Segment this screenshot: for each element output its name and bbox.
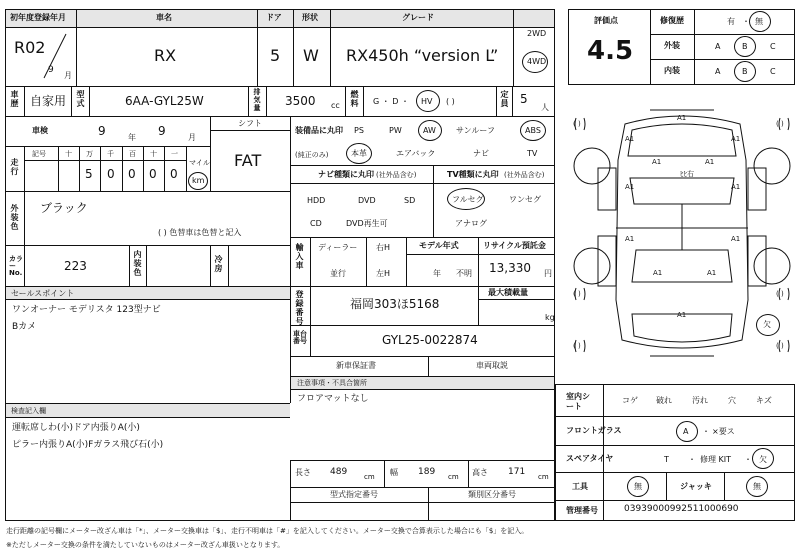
capacity-value: 5 [520,92,528,106]
jack-label: ジャッキ [680,482,712,491]
fuel-options: G ・ D ・ [373,97,409,106]
diagram-mark: A1 [731,183,741,191]
equip-airbag: エアバック [396,149,436,158]
divider [248,86,249,116]
km-label: km [192,176,205,185]
divider [290,389,554,390]
navi-note: (社外品含む) [376,171,417,179]
divider [24,160,186,161]
recycle-label: リサイクル預託金 [483,241,546,250]
mileage-digit: 0 [149,167,157,181]
diagram-mark: A1 [652,158,662,166]
shift-value: FAT [234,151,262,170]
divider [6,146,210,147]
divider [290,325,554,326]
month-value: 9 [48,65,54,75]
door-label: ドア [266,13,282,22]
spare-label: スペアタイヤ [566,454,614,463]
tv-header: TV種類に丸印 [447,170,499,179]
length-label: 長さ [295,468,311,477]
tv-note: (社外品含む) [504,171,545,179]
class-no-label: 類別区分番号 [468,490,516,499]
paren-symbol: ( ) [776,120,784,128]
repaint-note: ( ) 色替車は色替と記入 [158,228,242,237]
displacement-value: 3500 [285,94,316,108]
score-value: 4.5 [587,36,634,66]
diagram-mark: A1 [705,158,715,166]
height-label: 高さ [472,468,488,477]
glass-dot: ・ [702,427,710,436]
equipment-label: 装備品に丸印 [295,126,343,135]
inspector-line: ピラー内張りA(小)Fガラス飛び石(小) [12,440,164,450]
equip-abs: ABS [525,126,541,135]
spare-missing: 欠 [759,455,767,464]
room-option: 穴 [728,396,736,405]
mileage-header: 万 [86,150,93,158]
sales-line: ワンオーナー モデリスタ 123型ナビ [12,305,161,315]
manual-label: 車両取説 [476,361,508,370]
navi-cd: CD [310,219,322,228]
divider [556,445,794,446]
tv-analog: アナログ [455,219,487,228]
import-label: 輸入車 [295,243,304,270]
divider [89,86,90,116]
recycle-unit: 円 [544,269,552,278]
height-value: 171 [508,467,526,477]
divider [556,416,794,417]
divider [257,10,258,86]
divider [290,460,554,461]
fuel-label: 燃料 [350,90,359,108]
exterior-b: B [742,42,748,51]
jack-value: 無 [753,482,761,491]
grade-label: グレード [402,13,434,22]
room-option: コゲ [622,396,638,405]
divider [6,417,290,418]
exterior-a: A [715,42,721,51]
diagram-mark: A1 [677,311,687,319]
divider [406,237,407,286]
year-value: R02 [14,38,46,57]
mileage-header: 千 [107,150,114,158]
divider [366,237,367,286]
exterior-label: 外装 [664,41,680,50]
model-year-unit: 年 [433,269,441,278]
diagram-mark: ﾋﾋ右 [680,170,694,178]
divider [556,500,794,501]
divider [478,237,479,286]
cold-label: 冷房 [214,255,223,273]
diagram-mark: A1 [625,183,635,191]
repair-none: 無 [755,17,763,26]
divider [210,116,211,191]
divider [290,502,554,503]
car-name-value: RX [154,46,177,65]
equip-leather: 本革 [351,149,367,158]
max-load-unit: kg [545,313,555,322]
model-value: 6AA-GYL25W [125,94,204,108]
divider [293,10,294,86]
navi-sd: SD [404,196,416,205]
diagram-mark: A1 [653,269,663,277]
interior-a: A [715,67,721,76]
mileage-digit: 0 [128,167,136,181]
repair-dot: ・ [742,17,750,26]
shape-value: W [303,46,319,65]
divider [428,356,429,376]
divider [6,299,290,300]
divider [650,10,651,84]
capacity-label: 定員 [500,90,509,108]
mileage-header: 十 [65,150,72,158]
car-name-label: 車名 [156,13,172,22]
divider [310,286,311,356]
divider [24,191,25,286]
max-load-label: 最大積載量 [488,288,528,297]
divider [122,146,123,191]
usage-value: 自家用 [30,94,67,108]
displacement-unit: cc [331,101,340,110]
mileage-digit: 0 [107,167,115,181]
sales-line: Bカメ [12,322,37,332]
import-right-h: 右H [376,243,391,252]
recycle-value: 13,330 [489,261,531,275]
divider [290,460,291,521]
divider [428,487,429,521]
usage-label: 車歴 [10,90,19,108]
diagram-mark: A1 [731,235,741,243]
capacity-unit: 人 [541,103,549,112]
glass-a: A [683,427,689,436]
divider [290,487,554,488]
divider [384,460,385,487]
import-dealer: ディーラー [318,243,358,252]
footer-note: 走行距離の記号欄にメーター改ざん車は「*」、メーター交換車は「$」、走行不明車は「#」を記入してください。メーター交換で合算表示した場合にも「$」を記入。 [6,527,529,535]
equip-aw: AW [423,126,436,135]
divider [129,245,130,286]
spare-t: T [664,455,669,464]
inspection-label: 車検 [32,126,48,135]
length-unit: cm [364,473,375,481]
width-label: 幅 [390,468,398,477]
divider [468,460,469,487]
tools-label: 工具 [572,482,588,491]
mileage-header: 百 [129,150,136,158]
divider [71,86,72,116]
divider [290,116,291,299]
divider [363,86,364,116]
equip-pw: PW [389,126,402,135]
model-label: 型式 [76,90,85,108]
mile-label: マイル [189,159,210,167]
divider [210,245,211,286]
tv-oneseg: ワンセグ [509,195,541,204]
divider [406,254,554,255]
divider [694,10,695,84]
glass-label: フロントガラス [566,426,622,435]
navi-dvd: DVD [358,196,376,205]
navi-dvd-play: DVD再生可 [346,219,388,228]
glass-replace: ×要ス [712,427,735,436]
equip-navi: ナビ [473,149,489,158]
mileage-digit: 5 [85,167,93,181]
divider [290,237,554,238]
interior-color-label: 内装色 [133,250,142,277]
equip-tv: TV [527,149,538,158]
inspection-year: 9 [98,124,106,138]
divider [76,10,77,86]
mileage-digit: 0 [170,167,178,181]
footer-note: ※ただしメーター交換の条件を満たしていないものはメーター改ざん車扱いとなります。 [6,541,285,549]
room-option: 汚れ [692,396,708,405]
type-no-label: 型式指定番号 [330,490,378,499]
divider [186,146,187,191]
divider [6,116,554,117]
drive-2wd: 2WD [527,29,547,38]
divider [556,472,794,473]
diagram-mark: A1 [707,269,717,277]
divider [478,299,554,300]
divider [143,146,144,191]
equip-ps: PS [354,126,364,135]
paren-symbol: ( ) [573,290,581,298]
inspection-month: 9 [158,124,166,138]
paren-symbol: ( ) [573,120,581,128]
paren-symbol: ( ) [573,342,581,350]
control-label: 管理番号 [566,506,598,515]
mileage-header: 十 [150,150,157,158]
control-value: 03939000992511000690 [624,504,739,514]
divider [513,10,514,86]
mileage-header: 記号 [32,150,46,158]
inspector-shade [6,404,290,417]
divider [512,86,513,116]
height-unit: cm [538,473,549,481]
first-reg-label: 初年度登録年月 [10,13,66,22]
divider [650,59,794,60]
width-value: 189 [418,467,436,477]
grade-value: RX450h “version L” [346,46,499,65]
color-no-value: 223 [64,259,87,273]
color-no-label: カラーNo. [9,255,23,277]
inspector-line: 運転席しわ(小)ドア内張りA(小) [12,423,140,433]
interior-b: B [742,67,748,76]
fuel-value: HV [421,97,433,106]
divider [290,165,554,166]
divider [24,146,25,191]
spare-dot: ・ [744,455,752,464]
navi-header: ナビ種類に丸印 [318,170,374,179]
import-left-h: 左H [376,269,391,278]
diagram-mark: A1 [731,135,741,143]
displacement-label: 排気量 [253,88,261,112]
repair-label: 修復歴 [660,16,684,25]
room-label: 室内シート [566,392,590,412]
missing-mark: 欠 [763,320,771,329]
interior-c: C [770,67,776,76]
length-value: 489 [330,467,348,477]
divider [310,237,311,286]
diagram-mark: A1 [677,114,687,122]
divider [724,472,725,500]
registration-value: 福岡303ほ5168 [350,297,440,311]
divider [650,34,794,35]
divider [666,472,667,500]
color-label: 外装色 [10,204,19,231]
tv-fullseg: フルセグ [452,195,484,204]
score-label: 評価点 [594,16,618,25]
divider [6,27,554,28]
divider [146,245,147,286]
divider [24,86,25,116]
divider [6,191,290,192]
width-unit: cm [448,473,459,481]
tools-value: 無 [634,482,642,491]
caution-value: フロアマットなし [297,394,369,404]
room-option: 破れ [656,396,672,405]
divider [266,86,267,116]
caution-label: 注意事項・不具合箇所 [297,379,367,387]
paren-symbol: ( ) [776,342,784,350]
spare-dot: ・ [688,455,696,464]
divider [100,146,101,191]
month-unit: 月 [64,71,72,80]
divider [433,165,434,237]
chassis-value: GYL25-0022874 [382,333,478,347]
paren-symbol: ( ) [776,290,784,298]
inspection-year-unit: 年 [128,133,136,142]
fuel-other: ( ) [446,97,455,106]
inspection-month-unit: 月 [188,133,196,142]
divider [330,10,331,86]
sales-label: セールスポイント [11,289,75,298]
mileage-label: 走行 [10,158,19,176]
divider [228,245,229,286]
diagram-mark: A1 [625,135,635,143]
divider [290,356,554,357]
divider [478,286,479,325]
exterior-c: C [770,42,776,51]
chassis-label: 車台番号 [293,330,307,345]
door-value: 5 [270,46,281,65]
diagram-mark: A1 [625,235,635,243]
equipment-sub-label: (純正のみ) [295,151,329,159]
warranty-label: 新車保証書 [336,361,376,370]
navi-hdd: HDD [307,196,326,205]
divider [79,146,80,191]
registration-label: 登録番号 [295,290,304,326]
model-year-label: モデル年式 [419,241,459,250]
equip-sunroof: サンルーフ [456,126,495,135]
color-value: ブラック [40,201,88,215]
model-year-value: 不明 [456,269,472,278]
divider [345,86,346,116]
shift-label: シフト [238,119,262,128]
divider [496,86,497,116]
interior-label: 内装 [664,66,680,75]
room-option: キズ [756,396,772,405]
mileage-header: 一 [171,150,178,158]
inspector-label: 検査記入欄 [11,407,46,415]
divider [164,146,165,191]
spare-kit: 修理 KIT [700,455,732,464]
repair-yes: 有 [727,17,735,26]
divider [6,245,290,246]
import-parallel: 並行 [330,269,346,278]
divider [58,146,59,191]
divider [210,130,290,131]
divider [290,183,554,184]
drive-4wd: 4WD [527,57,547,66]
shape-label: 形状 [302,13,318,22]
